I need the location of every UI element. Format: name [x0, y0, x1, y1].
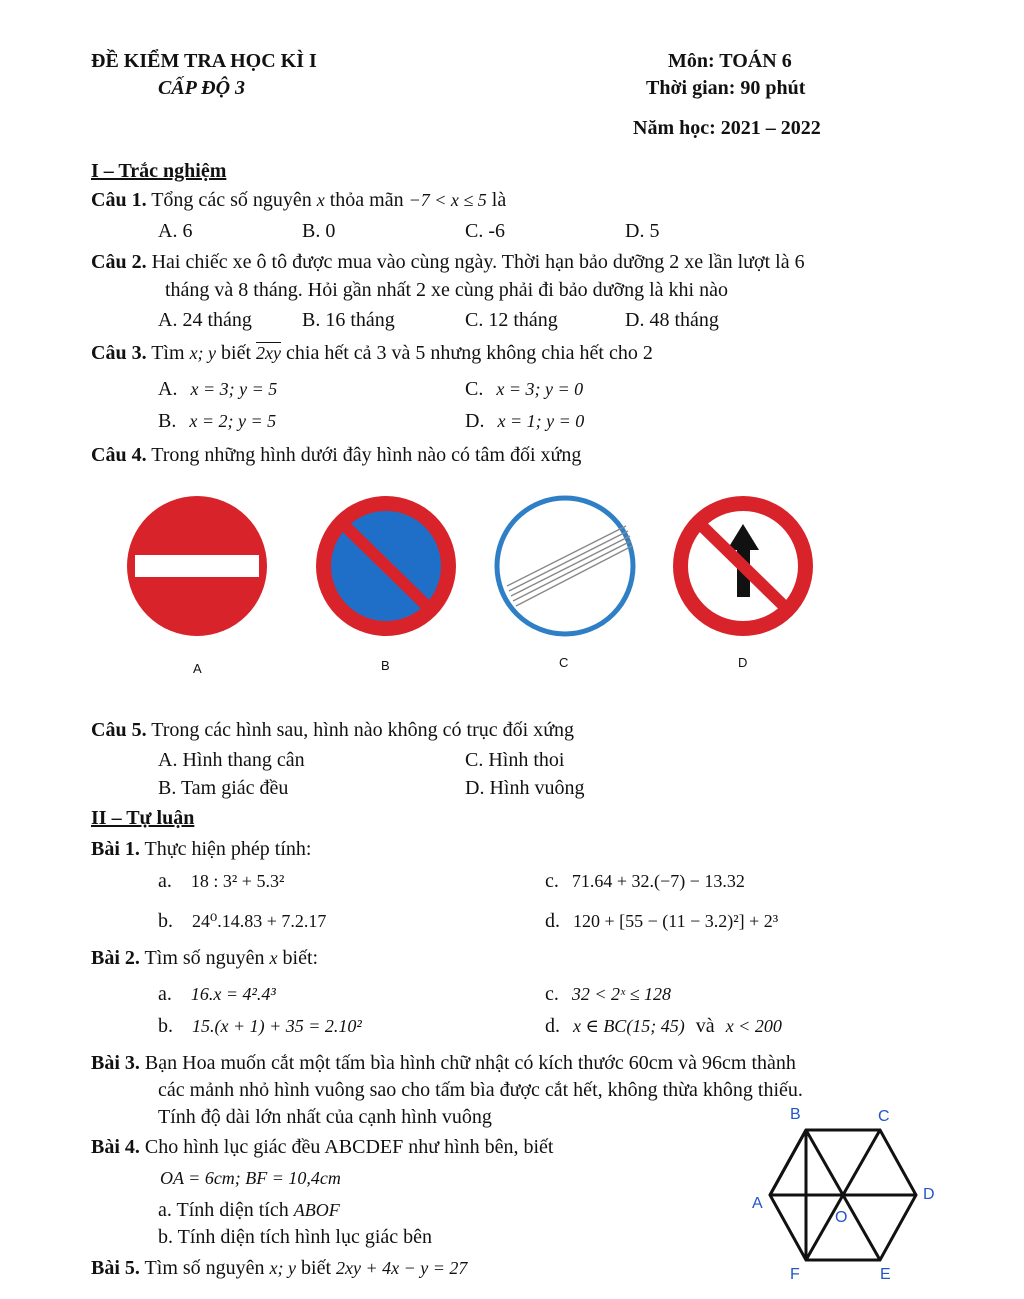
exercise-4	[91, 1136, 554, 1159]
b2-var: x	[269, 948, 278, 968]
q3-label: Câu 3.	[91, 342, 147, 364]
q3-option-c-math: x = 3; y = 0	[496, 379, 584, 399]
b2-b-math: 15.(x + 1) + 35 = 2.10²	[192, 1016, 362, 1036]
hex-label-o: O	[835, 1209, 848, 1226]
q3-pre: Tìm	[151, 342, 185, 364]
question-4	[91, 444, 581, 467]
b4-a-math: ABOF	[293, 1200, 340, 1220]
q3-option-b	[158, 410, 276, 433]
q3-number: 2xy	[256, 343, 282, 363]
q1-option-b: B. 0	[302, 220, 336, 242]
q1-option-d: D. 5	[625, 220, 660, 242]
sign-label-d: D	[738, 655, 748, 670]
q3-option-c-letter: C.	[465, 378, 484, 400]
b1-a-letter: a.	[158, 870, 172, 892]
sign-label-b: B	[381, 658, 390, 673]
hex-label-c: C	[878, 1108, 890, 1125]
b2-d-math2: x < 200	[725, 1016, 782, 1036]
q3-mid: biết	[221, 342, 252, 364]
b2-b-letter: b.	[158, 1015, 173, 1037]
b5-label: Bài 5.	[91, 1257, 140, 1279]
q4-label: Câu 4.	[91, 444, 147, 466]
q1-option-a: A. 6	[158, 220, 193, 242]
q2-option-c: C. 12 tháng	[465, 309, 558, 331]
q3-option-d-letter: D.	[465, 410, 485, 432]
q1-end: là	[491, 189, 507, 211]
q1-option-c: C. -6	[465, 220, 505, 242]
b1-b-math: 24⁰.14.83 + 7.2.17	[192, 911, 327, 931]
exam-year: Năm học: 2021 – 2022	[633, 117, 821, 139]
q3-option-a-letter: A.	[158, 378, 178, 400]
q5-option-b: B. Tam giác đều	[158, 777, 289, 799]
question-5	[91, 719, 574, 742]
q2-option-b: B. 16 tháng	[302, 309, 395, 331]
q1-var: x	[316, 190, 325, 210]
b1-text: Thực hiện phép tính:	[144, 838, 312, 860]
q3-option-b-math: x = 2; y = 5	[189, 411, 277, 431]
b1-d-math: 120 + [55 − (11 − 3.2)²] + 2³	[573, 911, 779, 931]
b1-item-b	[158, 910, 326, 933]
b2-label: Bài 2.	[91, 947, 140, 969]
b3-label: Bài 3.	[91, 1052, 140, 1074]
b1-item-c	[545, 870, 745, 893]
b2-item-d	[545, 1015, 782, 1038]
q4-text: Trong những hình dưới đây hình nào có tâm đối xứng	[151, 444, 582, 466]
b3-line3: Tính độ dài lớn nhất của cạnh hình vuông	[158, 1106, 492, 1128]
sign-c-end-restrictions	[497, 498, 633, 634]
b5-pre: Tìm số nguyên	[144, 1257, 265, 1279]
hex-label-b: B	[790, 1106, 801, 1123]
traffic-signs	[0, 490, 1024, 710]
hexagon-figure	[760, 1125, 940, 1275]
q3-option-c	[465, 378, 583, 401]
q3-option-d-math: x = 1; y = 0	[497, 411, 585, 431]
b2-a-math: 16.x = 4².4³	[190, 984, 276, 1004]
b2-c-math: 32 < 2ˣ ≤ 128	[571, 984, 671, 1004]
q5-option-a: A. Hình thang cân	[158, 749, 305, 771]
hex-label-d: D	[923, 1186, 935, 1203]
exercise-2	[91, 947, 318, 970]
b2-d-and: và	[695, 1015, 715, 1037]
q2-label: Câu 2.	[91, 251, 147, 273]
b2-d-letter: d.	[545, 1015, 560, 1037]
b2-d-math: x ∈ BC(15; 45)	[573, 1016, 685, 1036]
b3-line2: các mảnh nhỏ hình vuông sao cho tấm bìa được cắt hết, không thừa không thiếu.	[158, 1079, 803, 1101]
b5-mid: biết	[301, 1257, 332, 1279]
q3-vars: x; y	[189, 343, 217, 363]
sign-b-no-parking	[316, 496, 456, 636]
b4-label: Bài 4.	[91, 1136, 140, 1158]
sign-a-no-entry	[127, 496, 267, 636]
b1-label: Bài 1.	[91, 838, 140, 860]
q3-option-b-letter: B.	[158, 410, 177, 432]
b1-a-math: 18 : 3² + 5.3²	[190, 871, 285, 891]
exam-subject: Môn: TOÁN 6	[668, 50, 792, 72]
question-1	[91, 189, 506, 212]
sign-label-a: A	[193, 661, 202, 676]
b2-item-c	[545, 983, 671, 1006]
sign-d-no-straight	[673, 496, 813, 636]
b1-item-a	[158, 870, 284, 893]
q3-post: chia hết cả 3 và 5 nhưng không chia hết cho 2	[286, 342, 653, 364]
b4-a-text: a. Tính diện tích	[158, 1199, 289, 1221]
exam-title: ĐỀ KIỂM TRA HỌC KÌ I	[91, 50, 317, 72]
exercise-1	[91, 838, 311, 861]
b4-item-b: b. Tính diện tích hình lục giác bên	[158, 1226, 433, 1248]
part2-title: II – Tự luận	[91, 807, 195, 829]
b5-eq: 2xy + 4x − y = 27	[336, 1258, 468, 1278]
q3-option-a-math: x = 3; y = 5	[190, 379, 278, 399]
q3-option-d	[465, 410, 584, 433]
q3-option-a	[158, 378, 277, 401]
b1-c-letter: c.	[545, 870, 559, 892]
hex-label-e: E	[880, 1266, 891, 1283]
part1-title: I – Trắc nghiệm	[91, 160, 227, 182]
q2-line2: tháng và 8 tháng. Hỏi gần nhất 2 xe cùng phải đi bảo dưỡng là khi nào	[165, 279, 728, 301]
b3-line1: Bạn Hoa muốn cắt một tấm bìa hình chữ nhật có kích thước 60cm và 96cm thành	[144, 1052, 796, 1074]
q5-text: Trong các hình sau, hình nào không có trục đối xứng	[151, 719, 575, 741]
b4-text: Cho hình lục giác đều ABCDEF như hình bên, biết	[144, 1136, 554, 1158]
q1-label: Câu 1.	[91, 189, 147, 211]
sign-label-c: C	[559, 655, 569, 670]
hexagon-lines	[770, 1130, 916, 1260]
b1-b-letter: b.	[158, 910, 173, 932]
b2-c-letter: c.	[545, 983, 559, 1005]
b1-d-letter: d.	[545, 910, 560, 932]
q1-cond: −7 < x ≤ 5	[408, 190, 487, 210]
q5-option-c: C. Hình thoi	[465, 749, 565, 771]
exam-level: CẤP ĐỘ 3	[158, 77, 246, 99]
hex-label-f: F	[790, 1266, 800, 1283]
b2-text: Tìm số nguyên	[144, 947, 265, 969]
q5-label: Câu 5.	[91, 719, 147, 741]
exam-time: Thời gian: 90 phút	[646, 77, 806, 99]
q2-line1: Hai chiếc xe ô tô được mua vào cùng ngày. Thời hạn bảo dưỡng 2 xe lần lượt là 6	[151, 251, 805, 273]
b4-item-a	[158, 1199, 340, 1222]
q1-text: Tổng các số nguyên	[151, 189, 312, 211]
b2-end: biết:	[282, 947, 319, 969]
question-3	[91, 342, 653, 365]
q5-option-d: D. Hình vuông	[465, 777, 585, 799]
b2-item-b	[158, 1015, 362, 1038]
exercise-3	[91, 1052, 796, 1075]
question-2	[91, 251, 805, 274]
b1-item-d	[545, 910, 778, 933]
b4-given: OA = 6cm; BF = 10,4cm	[160, 1168, 341, 1188]
b2-item-a	[158, 983, 276, 1006]
hex-label-a: A	[752, 1195, 763, 1212]
q1-mid: thỏa mãn	[329, 189, 404, 211]
b2-a-letter: a.	[158, 983, 172, 1005]
b5-vars: x; y	[269, 1258, 297, 1278]
q2-option-d: D. 48 tháng	[625, 309, 719, 331]
exercise-5	[91, 1257, 467, 1280]
b1-c-math: 71.64 + 32.(−7) − 13.32	[571, 871, 745, 891]
q2-option-a: A. 24 tháng	[158, 309, 252, 331]
